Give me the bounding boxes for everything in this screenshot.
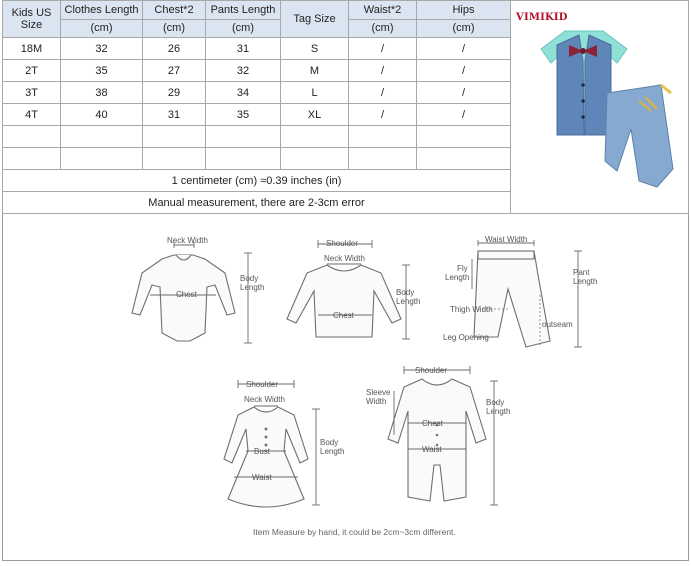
cell-waist: /: [349, 38, 417, 60]
cell-size: 18M: [3, 38, 61, 60]
dress-neck-label: Neck Width: [244, 395, 285, 404]
dress-shoulder-label: Shoulder: [246, 380, 279, 389]
bodysuit-length-label: Length: [240, 283, 265, 292]
tshirt-neck-label: Neck Width: [324, 254, 365, 263]
cell-waist: /: [349, 82, 417, 104]
unit-chest: (cm): [143, 19, 206, 38]
pants-waist-label: Waist Width: [485, 235, 528, 244]
bodysuit-illustration: [132, 236, 264, 343]
header-clothes-length: Clothes Length: [61, 1, 143, 20]
romper-body-label: Body: [486, 398, 505, 407]
romper-sleeve-label: Sleeve: [366, 388, 391, 397]
cell-hips: /: [417, 60, 511, 82]
cell-chest: 27: [143, 60, 206, 82]
cell-size: 3T: [3, 82, 61, 104]
cell-pants-length: 34: [206, 82, 281, 104]
cell-waist: /: [349, 60, 417, 82]
cell-chest: 29: [143, 82, 206, 104]
tshirt-body-label: Body: [396, 288, 415, 297]
header-kids-us-size: Kids US Size: [3, 1, 61, 38]
cell-tag-size: L: [281, 82, 349, 104]
bodysuit-neck-label: Neck Width: [167, 236, 208, 245]
cell-chest: 26: [143, 38, 206, 60]
header-tag-size: Tag Size: [281, 1, 349, 38]
table-unit-row: [3, 19, 511, 38]
dress-length-label: Length: [320, 447, 345, 456]
romper-length-label: Length: [486, 407, 511, 416]
pants-fly-label: Fly: [457, 264, 468, 273]
tshirt-illustration: [287, 239, 420, 339]
cell-clothes-length: 38: [61, 82, 143, 104]
table-header-row: [3, 1, 511, 20]
romper-waist-label: Waist: [422, 445, 442, 454]
dress-waist-label: Waist: [252, 473, 272, 482]
cell-waist: /: [349, 104, 417, 126]
cell-tag-size: XL: [281, 104, 349, 126]
cell-clothes-length: 40: [61, 104, 143, 126]
romper-illustration: [366, 366, 510, 505]
pants-pant-label: Pant: [573, 268, 590, 277]
tshirt-chest-label: Chest: [333, 311, 354, 320]
cell-size: 2T: [3, 60, 61, 82]
tshirt-length-label: Length: [396, 297, 421, 306]
cell-hips: /: [417, 104, 511, 126]
pants-outseam-label: outseam: [542, 320, 573, 329]
table-row: [3, 82, 511, 104]
table-row-empty: [3, 126, 511, 148]
table-note-row: [3, 170, 511, 192]
dress-illustration: [224, 380, 344, 507]
cell-tag-size: S: [281, 38, 349, 60]
unit-pants-length: (cm): [206, 19, 281, 38]
romper-shoulder-label: Shoulder: [415, 366, 448, 375]
table-note-row: [3, 192, 511, 214]
header-chest: Chest*2: [143, 1, 206, 20]
pants-illustration: [443, 235, 597, 347]
brand-logo: VIMIKID: [516, 12, 568, 23]
table-row-empty: [3, 148, 511, 170]
romper-width-label: Width: [366, 397, 387, 406]
cell-size: 4T: [3, 104, 61, 126]
table-row: [3, 38, 511, 60]
pants-pant-length-label: Length: [573, 277, 598, 286]
unit-hips: (cm): [417, 19, 511, 38]
bodysuit-body-label: Body: [240, 274, 259, 283]
cell-tag-size: M: [281, 60, 349, 82]
table-row: [3, 104, 511, 126]
cell-pants-length: 32: [206, 60, 281, 82]
pants-leg-label: Leg Opening: [443, 333, 489, 342]
measurement-footnote: Item Measure by hand, it could be 2cm~3cm different.: [253, 527, 456, 537]
table-row: [3, 60, 511, 82]
measurement-note: Manual measurement, there are 2-3cm error: [3, 192, 511, 214]
unit-waist: (cm): [349, 19, 417, 38]
cell-pants-length: 31: [206, 38, 281, 60]
pants-fly-length-label: Length: [445, 273, 470, 282]
dress-bust-label: Bust: [254, 447, 271, 456]
cell-hips: /: [417, 82, 511, 104]
romper-chest-label: Chest: [422, 419, 443, 428]
measurement-illustrations: [2, 215, 689, 561]
cell-chest: 31: [143, 104, 206, 126]
unit-clothes-length: (cm): [61, 19, 143, 38]
bodysuit-chest-label: Chest: [176, 290, 197, 299]
header-waist: Waist*2: [349, 1, 417, 20]
size-chart-table: [2, 0, 511, 214]
product-photo: [511, 0, 689, 214]
cell-clothes-length: 35: [61, 60, 143, 82]
outfit-image: [511, 1, 689, 215]
pants-thigh-label: Thigh Width: [450, 305, 493, 314]
tshirt-shoulder-label: Shoulder: [326, 239, 359, 248]
cell-pants-length: 35: [206, 104, 281, 126]
cell-clothes-length: 32: [61, 38, 143, 60]
cell-hips: /: [417, 38, 511, 60]
dress-body-label: Body: [320, 438, 339, 447]
header-hips: Hips: [417, 1, 511, 20]
header-pants-length: Pants Length: [206, 1, 281, 20]
measurement-diagram: [2, 215, 689, 561]
conversion-note: 1 centimeter (cm) ≈0.39 inches (in): [3, 170, 511, 192]
